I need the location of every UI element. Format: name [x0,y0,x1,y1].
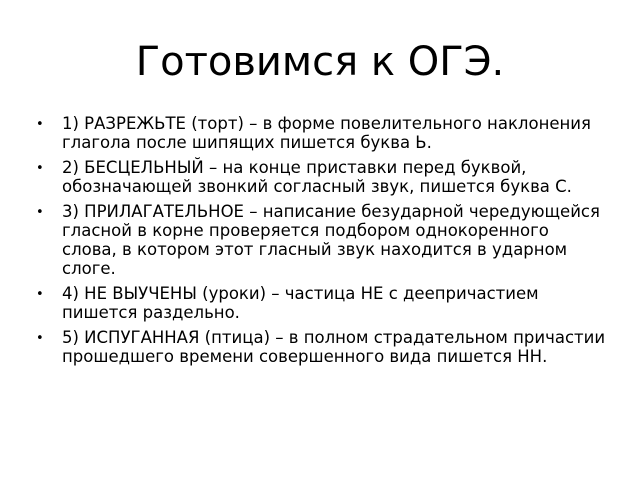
list-item [36,158,606,196]
bullet-dot-icon: • [36,331,44,346]
list-item-text: 1) РАЗРЕЖЬТЕ (торт) – в форме повелительного наклонения глагола после шипящих пишется буква Ь. [62,114,591,152]
list-item [36,284,606,322]
slide-title: Готовимся к ОГЭ. [135,39,505,85]
list-item-text: 4) НЕ ВЫУЧЕНЫ (уроки) – частица НЕ с деепричастием пишется раздельно. [62,284,539,322]
bullet-dot-icon: • [36,161,44,176]
bullet-dot-icon: • [36,287,44,302]
list-item-text: 2) БЕСЦЕЛЬНЫЙ – на конце приставки перед буквой, обозначающей звонкий согласный звук, пишется буква С. [62,158,572,196]
list-item [36,114,606,152]
list-item [36,202,606,278]
bullet-list [36,114,606,372]
list-item [36,328,606,366]
list-item-text: 3) ПРИЛАГАТЕЛЬНОЕ – написание безударной чередующейся гласной в корне проверяется подбором однокоренного слова, в котором этот гласный звук находится в ударном слоге. [62,202,600,278]
bullet-dot-icon: • [36,117,44,132]
list-item-text: 5) ИСПУГАННАЯ (птица) – в полном страдательном причастии прошедшего времени совершенного вида пишется НН. [62,328,606,366]
bullet-dot-icon: • [36,205,44,220]
